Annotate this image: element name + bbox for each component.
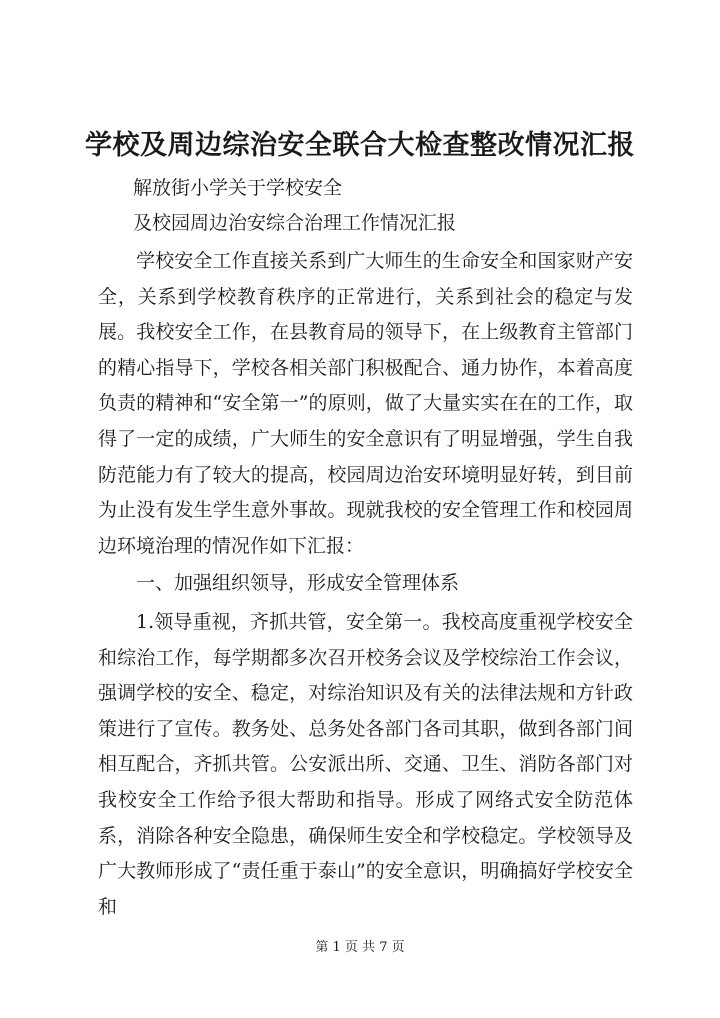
section-heading-1: 一、加强组织领导，形成安全管理体系 xyxy=(136,572,460,594)
page-footer: 第 1 页 共 7 页 xyxy=(315,940,405,955)
subtitle-line-1: 解放街小学关于学校安全 xyxy=(133,177,343,199)
body-paragraph-1: 学校安全工作直接关系到广大师生的生命安全和国家财产安全，关系到学校教育秩序的正常进行，关系到社会的稳定与发展。我校安全工作，在县教育局的领导下，在上级教育主管部门的精心指导下，学校各相关部门积极配合、通力协作，本着高度负责的精神和“安全第一”的原则，做了大量实实在在的工作，取得了一定的成绩，广大师生的安全意识有了明显增强，学生自我防范能力有了较大的提高，校园周边治安环境明显好转，到目前为止没有发生学生意外事故。现就我校的安全管理工作和校园周边环境治理的情况作如下汇报： xyxy=(98,250,633,557)
subtitle-line-2: 及校园周边治安综合治理工作情况汇报 xyxy=(133,212,457,234)
body-paragraph-2: 1.领导重视，齐抓共管，安全第一。我校高度重视学校安全和综治工作，每学期都多次召开校务会议及学校综治工作会议，强调学校的安全、稳定，对综治知识及有关的法律法规和方针政策进行了宣传。教务处、总务处各部门各司其职，做到各部门间相互配合，齐抓共管。公安派出所、交通、卫生、消防各部门对我校安全工作给予很大帮助和指导。形成了网络式安全防范体系，消除各种安全隐患，确保师生安全和学校稳定。学校领导及广大教师形成了“责任重于泰山”的安全意识，明确搞好学校安全和 xyxy=(98,611,633,918)
document-title: 学校及周边综治安全联合大检查整改情况汇报 xyxy=(85,130,635,161)
